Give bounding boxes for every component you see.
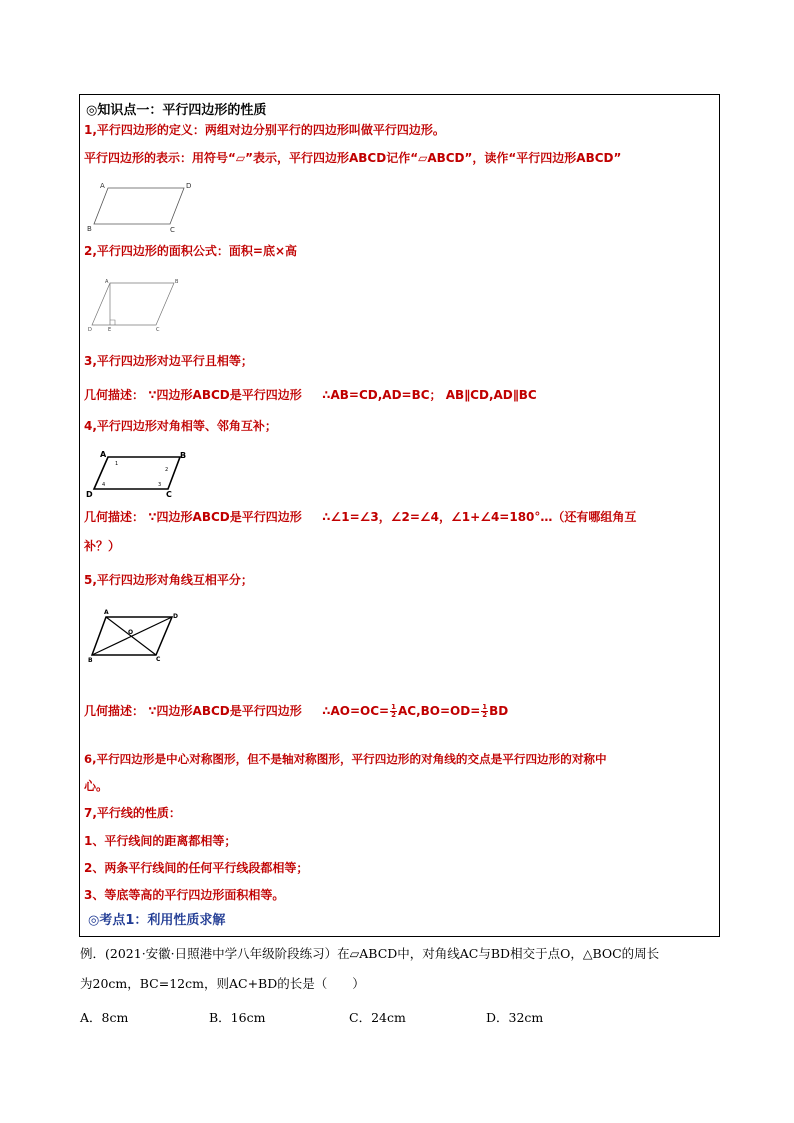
option-a: A．8cm (80, 1010, 129, 1025)
label-B: B (180, 451, 187, 460)
option-b: B．16cm (209, 1010, 266, 1025)
label-D: D (186, 182, 192, 190)
desc-premise: ∵四边形ABCD是平行四边形 (148, 388, 302, 402)
label-A: A (100, 182, 105, 190)
label-D: D (86, 490, 93, 499)
label-C: C (156, 656, 161, 663)
label-B: B (175, 279, 179, 285)
label-C: C (156, 327, 160, 333)
angle-3: 3 (158, 482, 162, 488)
fraction-half: $\frac{1}{2}$ (391, 703, 396, 719)
section-title: ◎知识点一：平行四边形的性质 (86, 103, 267, 118)
label-B: B (88, 657, 93, 664)
area-formula-text: 2,平行四边形的面积公式：面积=底×高 (84, 244, 298, 258)
parallel-property-1: 1、平行线间的距离都相等； (84, 834, 237, 848)
parallel-property-3: 3、等底等高的平行四边形面积相等。 (84, 888, 285, 902)
desc-premise: ∵四边形ABCD是平行四边形 (148, 704, 302, 718)
geometry-desc-2-cont: 补？） (84, 539, 121, 553)
label-A: A (100, 450, 107, 459)
desc-conclusion-part1: ∴AO=OC= (322, 704, 390, 718)
desc-label: 几何描述： (84, 510, 145, 524)
label-C: C (166, 490, 172, 499)
label-D: D (88, 327, 92, 333)
label-C: C (170, 226, 175, 234)
label-B: B (87, 225, 92, 233)
parallelogram-height-figure (86, 277, 186, 333)
desc-conclusion-part2: AC,BO=OD= (397, 704, 481, 718)
property-3-text: 5,平行四边形对角线互相平分； (84, 573, 253, 587)
parallelogram-figure-1 (86, 179, 196, 235)
question-line-1: 例．(2021·安徽·日照港中学八年级阶段练习）在▱ABCD中，对角线AC与BD相交于点O，△BOC的周长 (80, 946, 660, 961)
notation-text: 平行四边形的表示：用符号“▱”表示，平行四边形ABCD记作“▱ABCD”，读作“平行四边形ABCD” (84, 151, 622, 165)
parallel-property-2: 2、两条平行线间的任何平行线段都相等； (84, 861, 309, 875)
property-4-text-cont: 心。 (84, 779, 109, 793)
knowledge-box (79, 94, 720, 937)
definition-text: 1,平行四边形的定义：两组对边分别平行的四边形叫做平行四边形。 (84, 123, 445, 137)
desc-label: 几何描述： (84, 388, 145, 402)
angle-2: 2 (165, 467, 169, 473)
geometry-desc-2 (84, 509, 636, 525)
question-line-2: 为20cm，BC=12cm，则AC+BD的长是（ ） (80, 976, 365, 991)
property-4-text: 6,平行四边形是中心对称图形，但不是轴对称图形，平行四边形的对角线的交点是平行四边形的对称中 (84, 752, 607, 766)
label-O: O (128, 629, 134, 636)
desc-conclusion: ∴∠1=∠3，∠2=∠4，∠1+∠4=180°…（还有哪组角互 (322, 510, 637, 524)
angle-1: 1 (115, 461, 119, 467)
geometry-desc-3 (84, 703, 508, 719)
desc-conclusion: ∴AB=CD,AD=BC； AB∥CD,AD∥BC (322, 388, 537, 402)
desc-premise: ∵四边形ABCD是平行四边形 (148, 510, 302, 524)
label-A: A (105, 279, 109, 285)
angle-4: 4 (102, 482, 106, 488)
option-d: D．32cm (486, 1010, 544, 1025)
desc-conclusion-part3: BD (489, 704, 509, 718)
exam-point-title: ◎考点1：利用性质求解 (88, 913, 226, 928)
parallel-lines-heading: 7,平行线的性质： (84, 806, 181, 820)
property-1-text: 3,平行四边形对边平行且相等； (84, 354, 253, 368)
property-2-text: 4,平行四边形对角相等、邻角互补； (84, 419, 277, 433)
fraction-half: $\frac{1}{2}$ (482, 703, 488, 719)
label-D: D (173, 613, 178, 620)
option-c: C．24cm (349, 1010, 406, 1025)
parallelogram-angles-figure (82, 447, 194, 501)
label-E: E (108, 327, 112, 333)
label-A: A (104, 609, 109, 616)
geometry-desc-1 (84, 387, 537, 403)
parallelogram-diagonals-figure (84, 605, 186, 667)
desc-label: 几何描述： (84, 704, 145, 718)
